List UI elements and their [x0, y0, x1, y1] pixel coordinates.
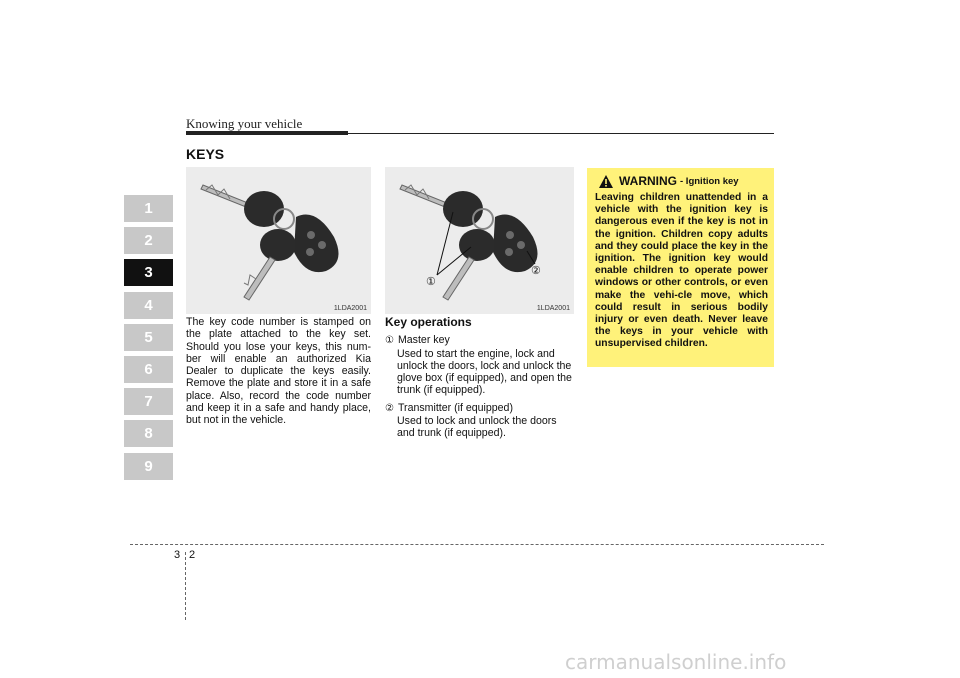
header-rule: [348, 133, 774, 134]
item-master-key-title: [385, 334, 574, 347]
chapter-tab-8[interactable]: 8: [124, 420, 173, 447]
chapter-tab-6[interactable]: 6: [124, 356, 173, 383]
footer-rule: [130, 544, 824, 545]
chapter-tab-5[interactable]: 5: [124, 324, 173, 351]
keys-callout-illustration: [385, 167, 574, 314]
chapter-tab-1[interactable]: 1: [124, 195, 173, 222]
header-bar: [186, 131, 348, 135]
page-chapter-number: 3: [174, 549, 181, 561]
callout-1: ①: [426, 276, 436, 288]
warning-triangle-icon: [599, 175, 613, 188]
warning-box: [587, 168, 774, 367]
key-set-icon: [186, 167, 371, 314]
item-title-text: Transmitter (if equipped): [397, 401, 513, 414]
warning-title: WARNING: [619, 174, 677, 188]
image-code: 1LDA2001: [333, 305, 367, 312]
key-operations-block: [385, 316, 574, 445]
key-set-callout-icon: [385, 167, 574, 314]
chapter-tab-3[interactable]: 3: [124, 259, 173, 286]
item-number: ②: [385, 402, 394, 414]
keys-illustration: [186, 167, 371, 314]
running-header-title: Knowing your vehicle: [186, 116, 303, 131]
key-code-paragraph: The key code number is stamped on the plate attached to the key set. Should you lose your keys, this num-ber will enable an authorized Kia Dealer to duplicate the keys easily. Remove the plate and store it in a safe place. Also, record the code number and keep it in a safe and handy place, but not in the vehicle.: [186, 316, 371, 427]
watermark: carmanualsonline.info: [565, 650, 787, 674]
chapter-tab-7[interactable]: 7: [124, 388, 173, 415]
page-number: 2: [189, 549, 196, 561]
section-title: KEYS: [186, 146, 225, 162]
warning-body: Leaving children unattended in a vehicle with the ignition key is dangerous even if the key is not in the ignition. Children copy adults and they could place the key in the ignition. The ignition key would enable children to operate power windows or other controls, or even make the vehi-cle move, which could result in serious bodily injury or even death. Never leave the keys in your vehicle with unsupervised children.: [595, 192, 768, 350]
chapter-tabs: [124, 195, 173, 485]
warning-subtitle: - Ignition key: [680, 175, 739, 187]
item-master-key-desc: Used to start the engine, lock and unlock the doors, lock and unlock the glove box (if equipped), and open the trunk (if equipped).: [397, 347, 572, 397]
item-number: ①: [385, 335, 394, 347]
item-transmitter-desc: Used to lock and unlock the doors and trunk (if equipped).: [397, 415, 557, 440]
item-transmitter-title: [385, 402, 574, 415]
chapter-tab-9[interactable]: 9: [124, 453, 173, 480]
callout-2: ②: [531, 265, 541, 277]
chapter-tab-4[interactable]: 4: [124, 292, 173, 319]
image-code: 1LDA2001: [536, 305, 570, 312]
chapter-tab-2[interactable]: 2: [124, 227, 173, 254]
warning-header: [599, 174, 768, 188]
key-operations-heading: Key operations: [385, 315, 472, 329]
footer-divider: [185, 552, 186, 620]
item-title-text: Master key: [397, 334, 450, 347]
